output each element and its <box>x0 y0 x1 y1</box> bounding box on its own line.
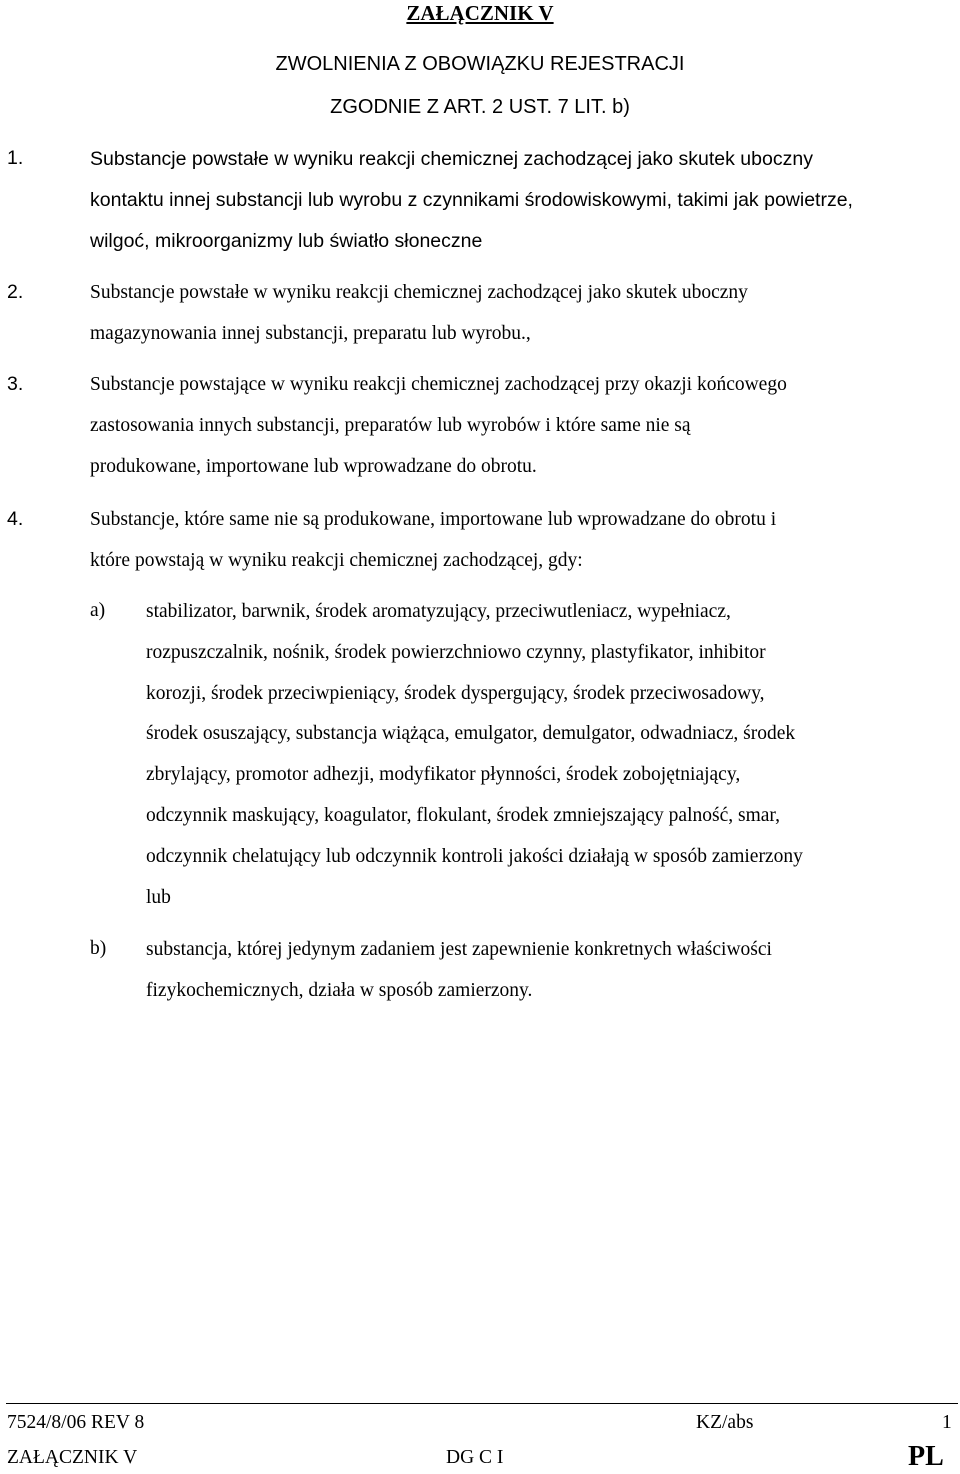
item-line: Substancje powstałe w wyniku reakcji chemicznej zachodzącej jako skutek uboczny <box>90 282 748 303</box>
item-line: zastosowania innych substancji, preparatów lub wyrobów i które same nie są <box>90 415 691 436</box>
sub-item-line: fizykochemicznych, działa w sposób zamierzony. <box>146 980 533 1001</box>
annex-title: ZAŁĄCZNIK V <box>406 1 554 25</box>
sub-item-label: a) <box>90 600 106 621</box>
footer-page-number: 1 <box>942 1412 952 1433</box>
sub-item-line: zbrylający, promotor adhezji, modyfikator płynności, środek zobojętniający, <box>146 764 741 785</box>
footer-divider <box>6 1403 958 1404</box>
item-number: 3. <box>7 373 24 395</box>
subtitle-line-2: ZGODNIE Z ART. 2 UST. 7 LIT. b) <box>330 96 630 118</box>
item-line: które powstają w wyniku reakcji chemicznej zachodzącej, gdy: <box>90 550 583 571</box>
sub-item-label: b) <box>90 938 107 959</box>
sub-item-line: odczynnik chelatujący lub odczynnik kontroli jakości działają w sposób zamierzony <box>146 846 803 867</box>
item-number: 1. <box>7 147 24 169</box>
item-line: kontaktu innej substancji lub wyrobu z czynnikami środowiskowymi, takimi jak powietrze, <box>90 189 853 211</box>
item-line: magazynowania innej substancji, preparatu lub wyrobu., <box>90 323 531 344</box>
sub-item-line: lub <box>146 887 171 908</box>
sub-item-line: stabilizator, barwnik, środek aromatyzujący, przeciwutleniacz, wypełniacz, <box>146 601 731 622</box>
sub-item-line: odczynnik maskujący, koagulator, flokulant, środek zmniejszający palność, smar, <box>146 805 780 826</box>
item-line: produkowane, importowane lub wprowadzane do obrotu. <box>90 456 537 477</box>
sub-item-line: rozpuszczalnik, nośnik, środek powierzchniowo czynny, plastyfikator, inhibitor <box>146 642 766 663</box>
item-line: Substancje powstałe w wyniku reakcji chemicznej zachodzącej jako skutek uboczny <box>90 148 813 170</box>
item-number: 4. <box>7 508 24 530</box>
sub-item-line: korozji, środek przeciwpieniący, środek dyspergujący, środek przeciwosadowy, <box>146 683 765 704</box>
footer-directorate: DG C I <box>446 1447 504 1468</box>
sub-item-line: substancja, której jedynym zadaniem jest zapewnienie konkretnych właściwości <box>146 939 772 960</box>
sub-item-line: środek osuszający, substancja wiążąca, emulgator, demulgator, odwadniacz, środek <box>146 723 796 744</box>
footer-unit-code: KZ/abs <box>696 1412 754 1433</box>
item-line: Substancje powstające w wyniku reakcji chemicznej zachodzącej przy okazji końcowego <box>90 374 787 395</box>
footer-reference: 7524/8/06 REV 8 <box>7 1412 145 1433</box>
item-number: 2. <box>7 281 24 303</box>
footer-language: PL <box>908 1441 944 1472</box>
item-line: wilgoć, mikroorganizmy lub światło słoneczne <box>90 230 483 252</box>
item-line: Substancje, które same nie są produkowane, importowane lub wprowadzane do obrotu i <box>90 509 777 530</box>
subtitle-line-1: ZWOLNIENIA Z OBOWIĄZKU REJESTRACJI <box>275 53 685 75</box>
footer-annex: ZAŁĄCZNIK V <box>7 1447 138 1468</box>
